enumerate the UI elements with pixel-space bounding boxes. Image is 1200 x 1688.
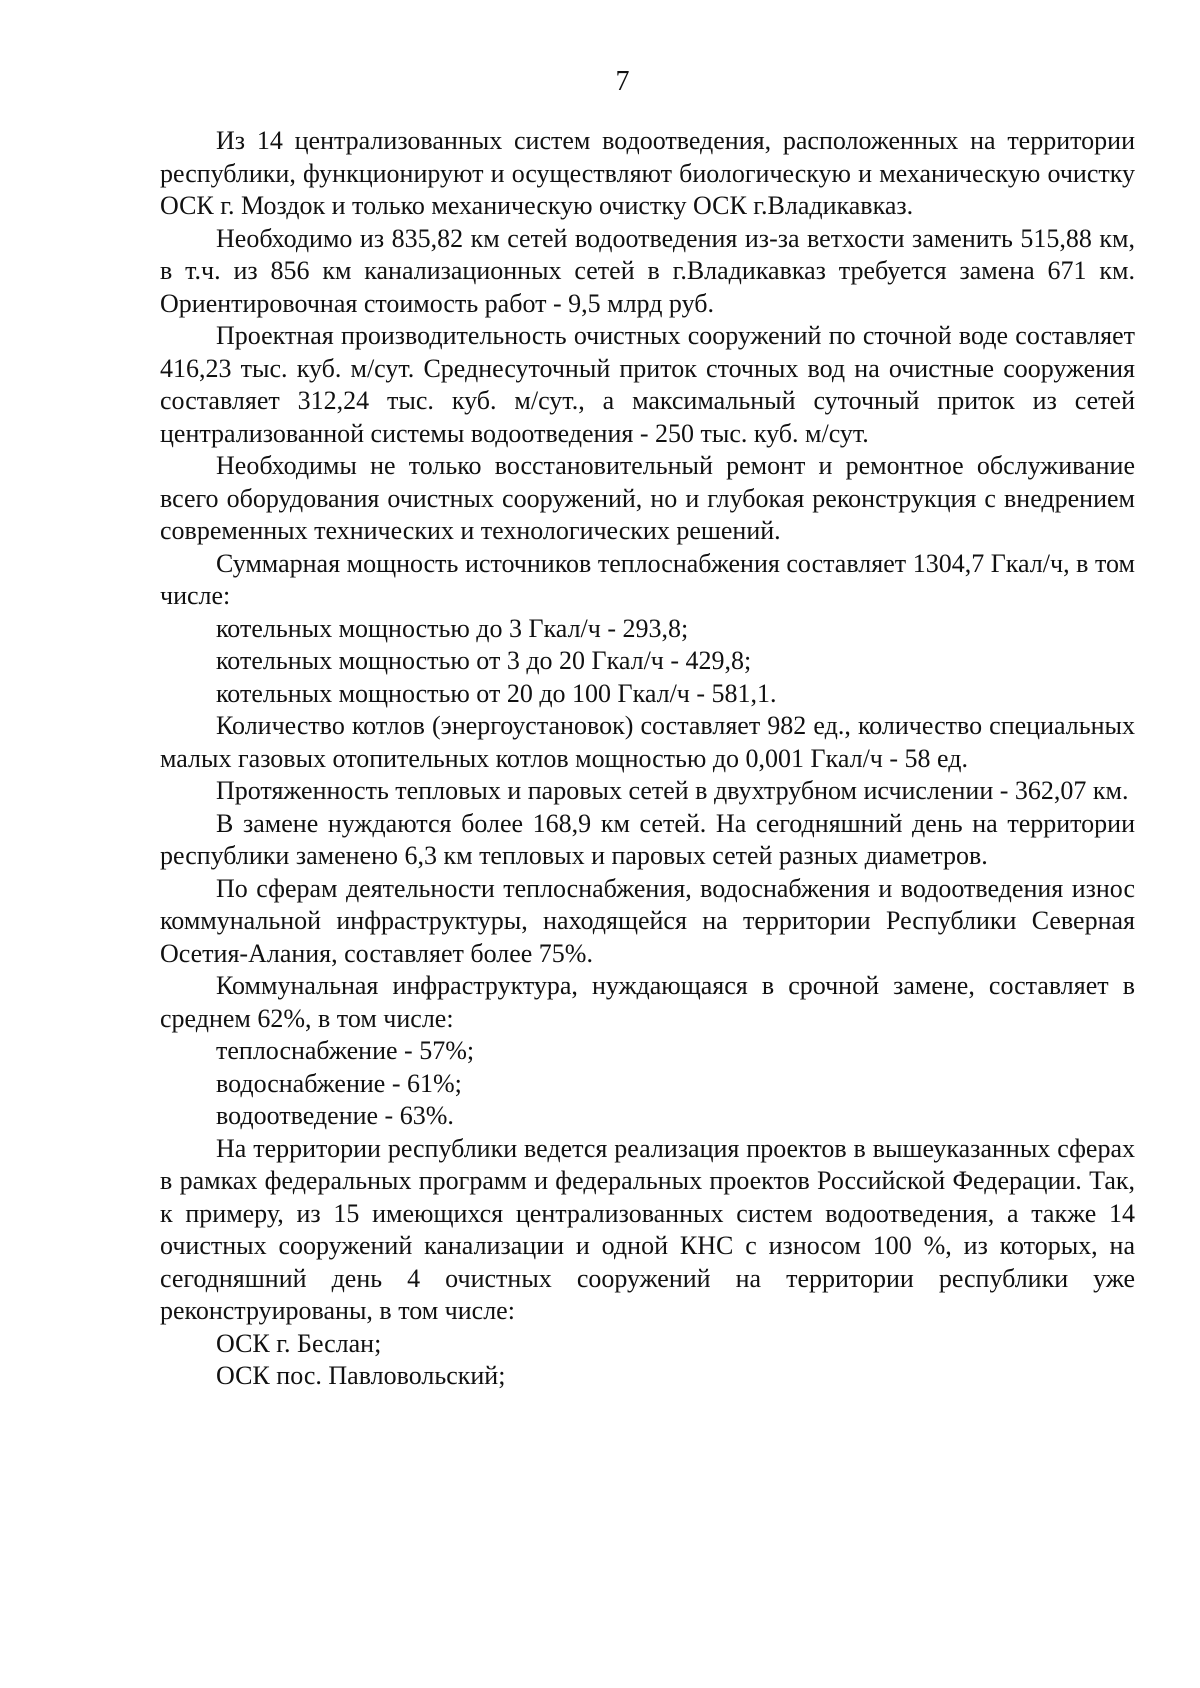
paragraph-federal-projects: На территории республики ведется реализация проектов в вышеуказанных сферах в рамках федеральных программ и федеральных проектов Российской Федерации. Так, к примеру, из 15 имеющихся централизованных систем водоотведения, а также 14 очистных сооружений канализации и одной КНС с износом 100 %, из которых, на сегодняшний день 4 очистных сооружений на территории республики уже реконструированы, в том числе: [160, 1133, 1135, 1325]
page-number: 7 [615, 66, 630, 97]
paragraph-heat-supply-capacity: Суммарная мощность источников теплоснабжения составляет 1304,7 Гкал/ч, в том числе: [160, 548, 1135, 610]
list-item-osk-beslan: ОСК г. Беслан; [216, 1328, 382, 1358]
list-item-boilers-3-to-20: котельных мощностью от 3 до 20 Гкал/ч - 429,8; [216, 646, 752, 675]
paragraph-treatment-capacity: Проектная производительность очистных сооружений по сточной воде составляет 416,23 тыс. куб. м/сут. Среднесуточный приток сточных вод на очистные сооружения составляет 312,24 тыс. куб. м/сут., а максимальный суточный приток из сетей централизованной системы водоотведения - 250 тыс. куб. м/сут. [160, 321, 1135, 448]
list-item-heat-supply: теплоснабжение - 57%; [216, 1036, 475, 1065]
list-item-sewerage: водоотведение - 63%. [216, 1101, 454, 1130]
list-item-water-supply: водоснабжение - 61%; [216, 1068, 462, 1098]
paragraph-infrastructure-wear: По сферам деятельности теплоснабжения, водоснабжения и водоотведения износ коммунальной инфраструктуры, находящейся на территории Республики Северная Осетия-Алания, составляет более 75%. [160, 873, 1135, 968]
list-item-boilers-up-to-3: котельных мощностью до 3 Гкал/ч - 293,8; [216, 613, 689, 643]
paragraph-reconstruction-need: Необходимы не только восстановительный ремонт и ремонтное обслуживание всего оборудования очистных сооружений, но и глубокая реконструкция с внедрением современных технических и технологических решений. [160, 451, 1135, 545]
paragraph-urgent-replacement: Коммунальная инфраструктура, нуждающаяся в срочной замене, составляет в среднем 62%, в том числе: [160, 971, 1135, 1033]
paragraph-sewerage-systems: Из 14 централизованных систем водоотведения, расположенных на территории республики, функционируют и осуществляют биологическую и механическую очистку ОСК г. Моздок и только механическую очистку ОСК г.Владикавказ. [160, 126, 1135, 220]
list-item-osk-pavlovolsky: ОСК пос. Павловольский; [216, 1361, 506, 1390]
list-item-boilers-20-to-100: котельных мощностью от 20 до 100 Гкал/ч - 581,1. [216, 678, 777, 708]
paragraph-boiler-count: Количество котлов (энергоустановок) составляет 982 ед., количество специальных малых газовых отопительных котлов мощностью до 0,001 Гкал/ч - 58 ед. [160, 711, 1135, 773]
document-body [160, 125, 1135, 1393]
paragraph-network-replacement: В замене нуждаются более 168,9 км сетей. На сегодняшний день на территории республики заменено 6,3 км тепловых и паровых сетей разных диаметров. [160, 808, 1135, 870]
paragraph-heat-network-length: Протяженность тепловых и паровых сетей в двухтрубном исчислении - 362,07 км. [216, 776, 1129, 805]
paragraph-sewer-network-replacement: Необходимо из 835,82 км сетей водоотведения из-за ветхости заменить 515,88 км, в т.ч. из 856 км канализационных сетей в г.Владикавказ требуется замена 671 км. Ориентировочная стоимость работ - 9,5 млрд руб. [160, 223, 1135, 318]
